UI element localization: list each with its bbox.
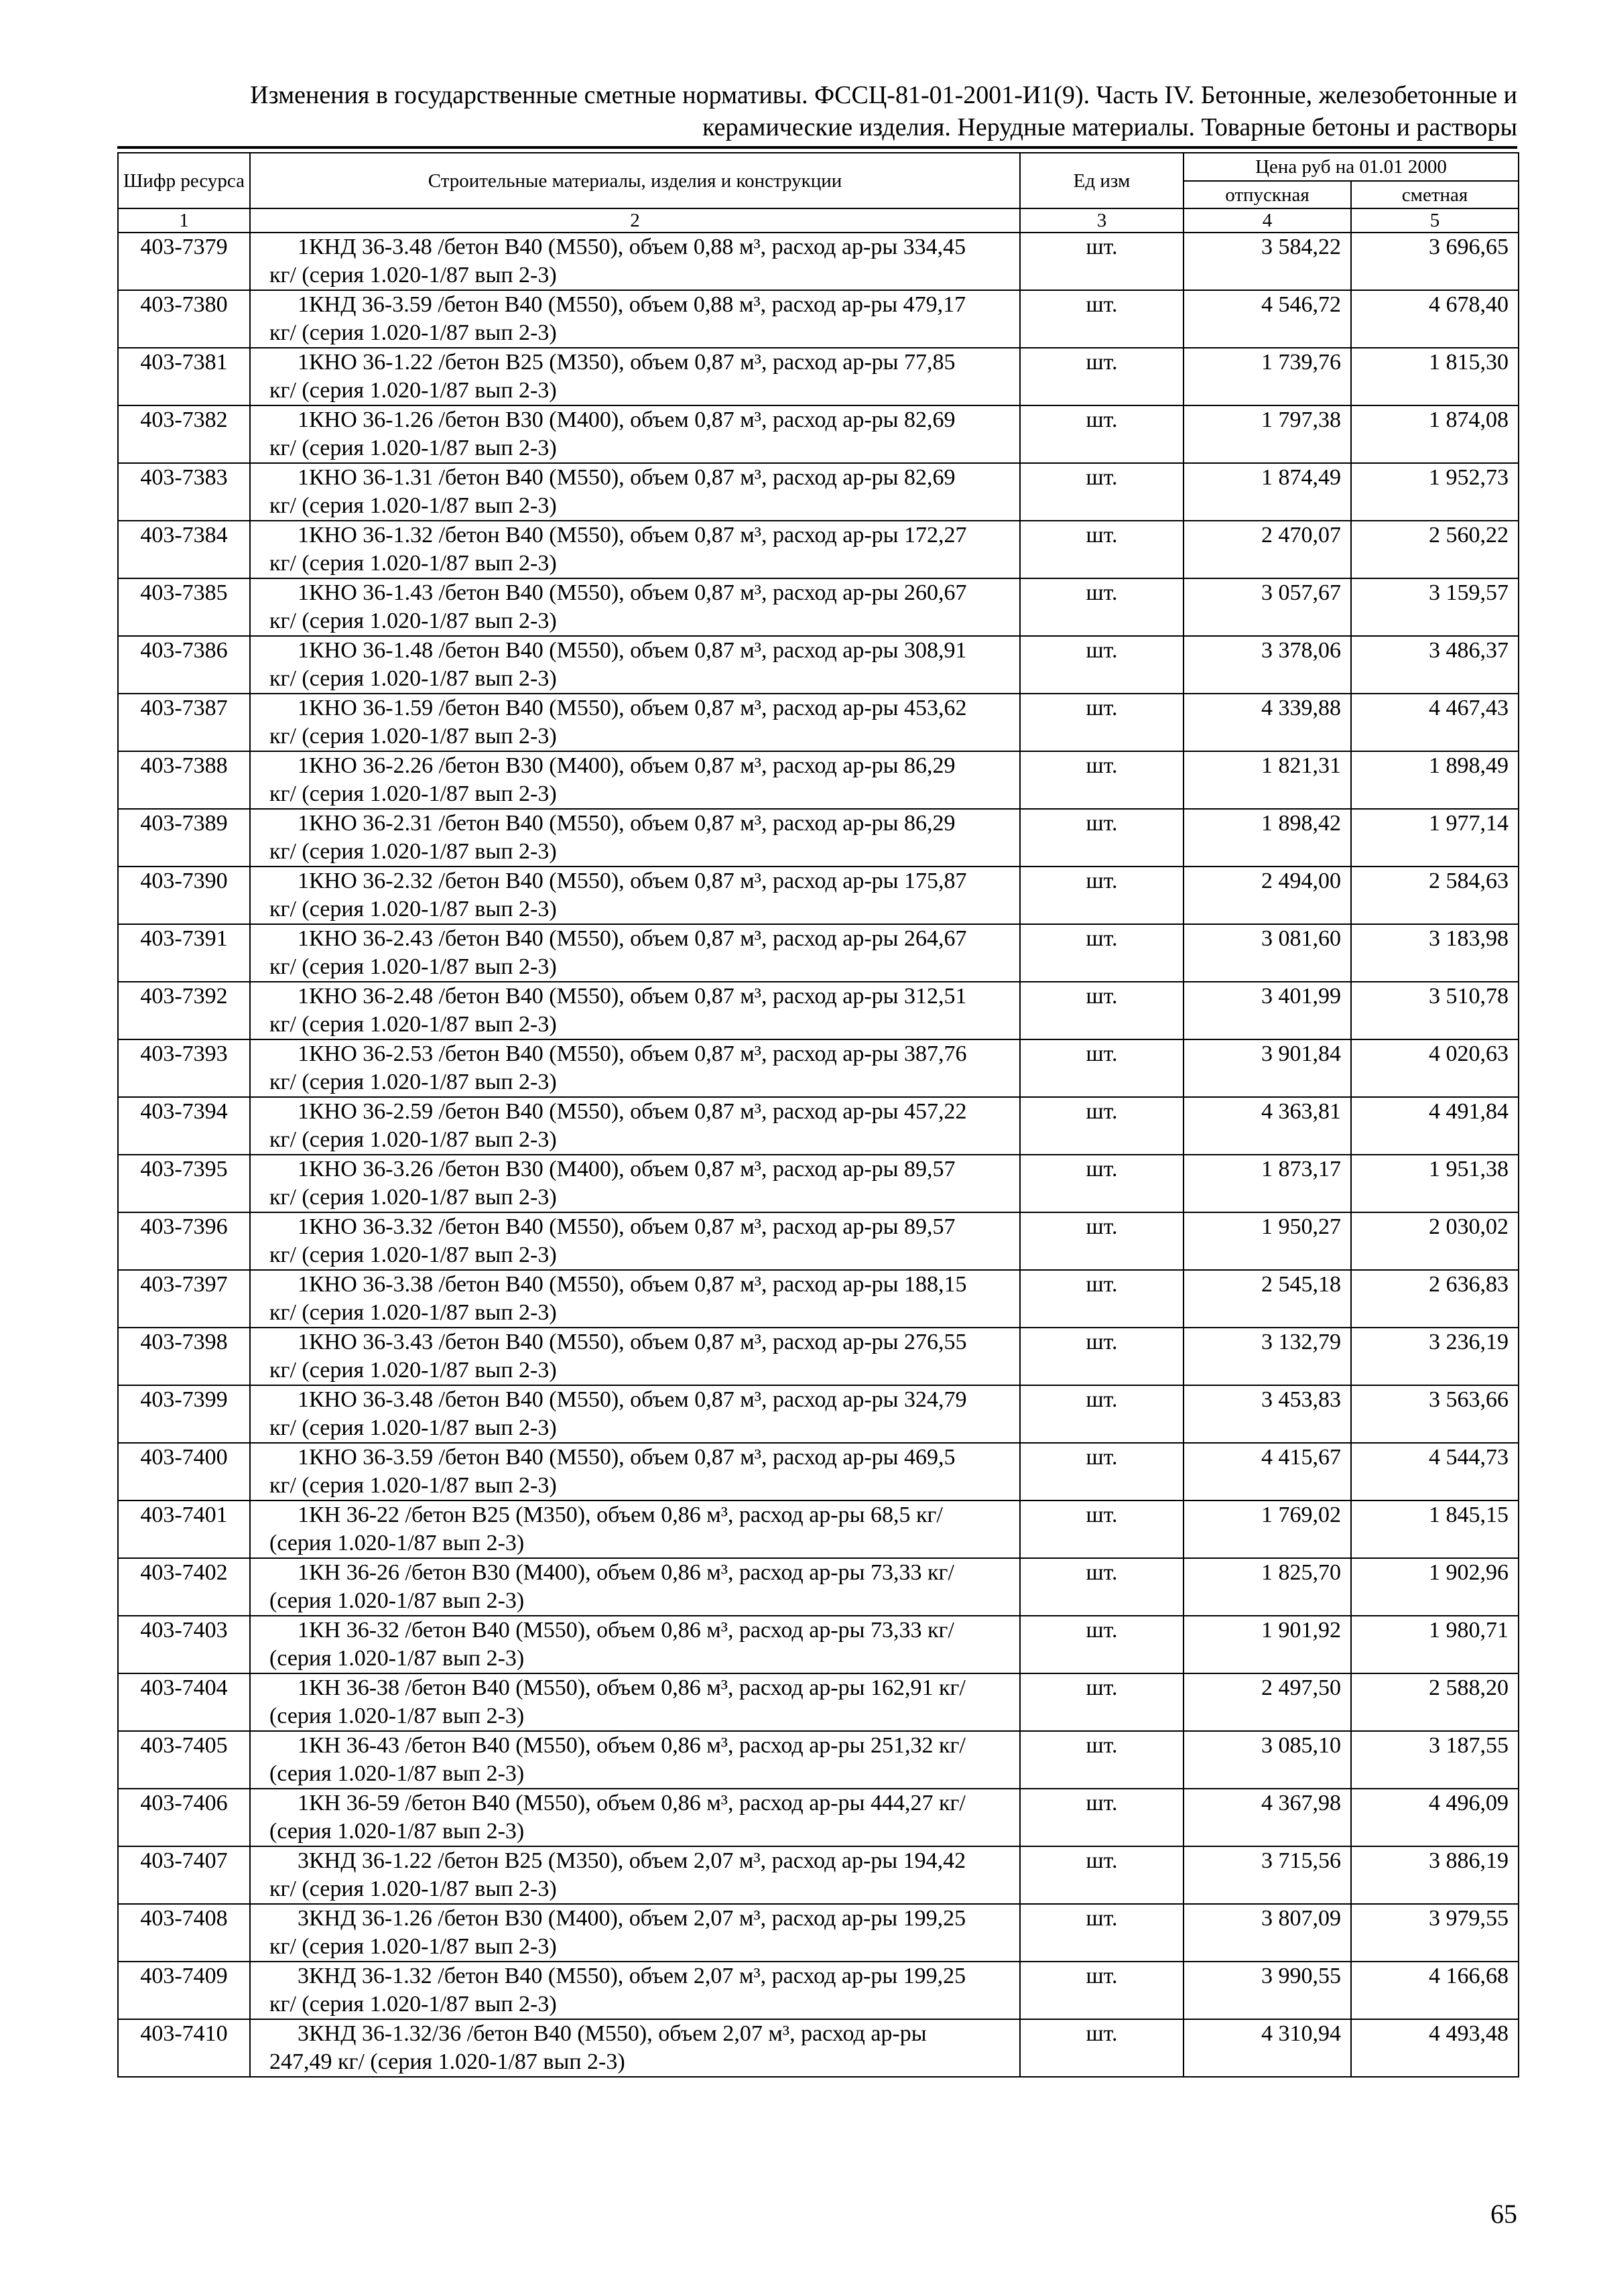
description-line-1: 1КНО 36-3.59 /бетон В40 (М550), объем 0,87 м³, расход ар-ры 469,5	[298, 1445, 956, 1470]
release-price: 3 990,55	[1184, 1962, 1351, 2019]
resource-code: 403-7389	[118, 809, 250, 867]
resource-description	[250, 1212, 1020, 1270]
resource-code: 403-7386	[118, 636, 250, 694]
estimate-price: 3 159,57	[1351, 578, 1519, 636]
release-price: 1 873,17	[1184, 1155, 1351, 1212]
release-price: 3 132,79	[1184, 1328, 1351, 1385]
resource-code: 403-7397	[118, 1270, 250, 1328]
estimate-price: 4 493,48	[1351, 2019, 1519, 2077]
description-line-2: кг/ (серия 1.020-1/87 вып 2-3)	[269, 1934, 557, 1959]
estimate-price: 4 496,09	[1351, 1789, 1519, 1846]
resource-code: 403-7406	[118, 1789, 250, 1846]
resource-description	[250, 463, 1020, 521]
release-price: 1 950,27	[1184, 1212, 1351, 1270]
col-header-code: Шифр ресурса	[118, 153, 250, 208]
description-line-2: кг/ (серия 1.020-1/87 вып 2-3)	[269, 1992, 557, 2017]
release-price: 1 769,02	[1184, 1501, 1351, 1558]
resource-description	[250, 405, 1020, 463]
estimate-price: 3 183,98	[1351, 924, 1519, 982]
description-line-2: кг/ (серия 1.020-1/87 вып 2-3)	[269, 1012, 557, 1037]
column-number: 2	[250, 208, 1020, 233]
release-price: 2 545,18	[1184, 1270, 1351, 1328]
estimate-price: 4 491,84	[1351, 1097, 1519, 1155]
resource-code: 403-7395	[118, 1155, 250, 1212]
header-rule	[117, 146, 1517, 149]
description-line-1: 1КН 36-32 /бетон В40 (М550), объем 0,86 м³, расход ар-ры 73,33 кг/	[298, 1618, 954, 1643]
table-row	[118, 1904, 1519, 1962]
description-line-1: 1КНО 36-1.43 /бетон В40 (М550), объем 0,87 м³, расход ар-ры 260,67	[298, 580, 967, 605]
estimate-price: 3 486,37	[1351, 636, 1519, 694]
description-line-2: кг/ (серия 1.020-1/87 вып 2-3)	[269, 781, 557, 806]
unit: шт.	[1020, 809, 1184, 867]
resource-description	[250, 521, 1020, 578]
release-price: 4 415,67	[1184, 1443, 1351, 1501]
table-body	[118, 233, 1519, 2077]
estimate-price: 1 874,08	[1351, 405, 1519, 463]
description-line-2: кг/ (серия 1.020-1/87 вып 2-3)	[269, 493, 557, 518]
resource-code: 403-7402	[118, 1558, 250, 1616]
description-line-2: (серия 1.020-1/87 вып 2-3)	[269, 1531, 525, 1555]
resource-description	[250, 1962, 1020, 2019]
table-row	[118, 1443, 1519, 1501]
description-line-2: кг/ (серия 1.020-1/87 вып 2-3)	[269, 1358, 557, 1383]
col-header-estimate-price: сметная	[1351, 181, 1519, 208]
table-row	[118, 1731, 1519, 1789]
estimate-price: 1 977,14	[1351, 809, 1519, 867]
table-row	[118, 348, 1519, 405]
resource-code: 403-7388	[118, 751, 250, 809]
column-number: 5	[1351, 208, 1519, 233]
resource-code: 403-7390	[118, 867, 250, 924]
resource-price-table	[117, 152, 1519, 2078]
unit: шт.	[1020, 1904, 1184, 1962]
unit: шт.	[1020, 405, 1184, 463]
resource-description	[250, 982, 1020, 1039]
estimate-price: 1 898,49	[1351, 751, 1519, 809]
resource-description	[250, 1558, 1020, 1616]
column-number: 3	[1020, 208, 1184, 233]
table-row	[118, 578, 1519, 636]
resource-code: 403-7393	[118, 1039, 250, 1097]
page-header	[117, 79, 1517, 143]
description-line-1: 1КНО 36-2.59 /бетон В40 (М550), объем 0,87 м³, расход ар-ры 457,22	[298, 1099, 967, 1124]
resource-code: 403-7396	[118, 1212, 250, 1270]
unit: шт.	[1020, 636, 1184, 694]
description-line-2: кг/ (серия 1.020-1/87 вып 2-3)	[269, 666, 557, 691]
release-price: 1 898,42	[1184, 809, 1351, 867]
resource-description	[250, 1616, 1020, 1673]
resource-code: 403-7392	[118, 982, 250, 1039]
table-row	[118, 1962, 1519, 2019]
unit: шт.	[1020, 1673, 1184, 1731]
estimate-price: 1 902,96	[1351, 1558, 1519, 1616]
description-line-1: 1КНО 36-3.43 /бетон В40 (М550), объем 0,87 м³, расход ар-ры 276,55	[298, 1330, 967, 1354]
unit: шт.	[1020, 290, 1184, 348]
estimate-price: 2 030,02	[1351, 1212, 1519, 1270]
resource-description	[250, 233, 1020, 290]
description-line-1: 1КН 36-59 /бетон В40 (М550), объем 0,86 м³, расход ар-ры 444,27 кг/	[298, 1791, 966, 1815]
resource-description	[250, 636, 1020, 694]
release-price: 3 453,83	[1184, 1385, 1351, 1443]
unit: шт.	[1020, 233, 1184, 290]
table-row	[118, 694, 1519, 751]
table-row	[118, 233, 1519, 290]
column-number: 4	[1184, 208, 1351, 233]
unit: шт.	[1020, 1962, 1184, 2019]
estimate-price: 1 845,15	[1351, 1501, 1519, 1558]
description-line-1: 1КНО 36-2.32 /бетон В40 (М550), объем 0,87 м³, расход ар-ры 175,87	[298, 869, 967, 893]
release-price: 1 825,70	[1184, 1558, 1351, 1616]
description-line-1: 1КНО 36-2.53 /бетон В40 (М550), объем 0,87 м³, расход ар-ры 387,76	[298, 1041, 967, 1066]
estimate-price: 2 588,20	[1351, 1673, 1519, 1731]
description-line-1: 1КН 36-26 /бетон В30 (М400), объем 0,86 м³, расход ар-ры 73,33 кг/	[298, 1560, 954, 1585]
table-row	[118, 751, 1519, 809]
resource-description	[250, 2019, 1020, 2077]
estimate-price: 1 951,38	[1351, 1155, 1519, 1212]
description-line-1: 1КНД 36-3.59 /бетон В40 (М550), объем 0,88 м³, расход ар-ры 479,17	[298, 292, 966, 317]
estimate-price: 3 886,19	[1351, 1846, 1519, 1904]
resource-code: 403-7410	[118, 2019, 250, 2077]
resource-code: 403-7399	[118, 1385, 250, 1443]
release-price: 4 363,81	[1184, 1097, 1351, 1155]
resource-description	[250, 867, 1020, 924]
release-price: 3 057,67	[1184, 578, 1351, 636]
estimate-price: 3 510,78	[1351, 982, 1519, 1039]
release-price: 2 497,50	[1184, 1673, 1351, 1731]
resource-code: 403-7387	[118, 694, 250, 751]
resource-description	[250, 1789, 1020, 1846]
unit: шт.	[1020, 1328, 1184, 1385]
resource-code: 403-7382	[118, 405, 250, 463]
resource-description	[250, 290, 1020, 348]
resource-description	[250, 1904, 1020, 1962]
table-row	[118, 1097, 1519, 1155]
unit: шт.	[1020, 1501, 1184, 1558]
resource-code: 403-7380	[118, 290, 250, 348]
description-line-2: (серия 1.020-1/87 вып 2-3)	[269, 1761, 525, 1786]
estimate-price: 1 980,71	[1351, 1616, 1519, 1673]
resource-code: 403-7385	[118, 578, 250, 636]
resource-description	[250, 924, 1020, 982]
description-line-1: 1КНО 36-2.48 /бетон В40 (М550), объем 0,87 м³, расход ар-ры 312,51	[298, 984, 967, 1009]
header-line-1: Изменения в государственные сметные нормативы. ФССЦ-81-01-2001-И1(9). Часть IV. Бетонные, железобетонные и	[250, 81, 1517, 109]
estimate-price: 4 020,63	[1351, 1039, 1519, 1097]
table-row	[118, 636, 1519, 694]
resource-code: 403-7394	[118, 1097, 250, 1155]
description-line-1: 3КНД 36-1.22 /бетон В25 (М350), объем 2,07 м³, расход ар-ры 194,42	[298, 1848, 966, 1873]
table-row	[118, 1558, 1519, 1616]
release-price: 4 310,94	[1184, 2019, 1351, 2077]
description-line-1: 1КНО 36-1.31 /бетон В40 (М550), объем 0,87 м³, расход ар-ры 82,69	[298, 465, 956, 490]
resource-code: 403-7400	[118, 1443, 250, 1501]
resource-code: 403-7379	[118, 233, 250, 290]
resource-description	[250, 1097, 1020, 1155]
unit: шт.	[1020, 1155, 1184, 1212]
unit: шт.	[1020, 1039, 1184, 1097]
table-row	[118, 924, 1519, 982]
col-header-release-price: отпускная	[1184, 181, 1351, 208]
page-number: 65	[1490, 2199, 1517, 2229]
description-line-2: кг/ (серия 1.020-1/87 вып 2-3)	[269, 1070, 557, 1094]
unit: шт.	[1020, 1385, 1184, 1443]
resource-code: 403-7384	[118, 521, 250, 578]
table-row	[118, 2019, 1519, 2077]
table-row	[118, 1328, 1519, 1385]
description-line-2: кг/ (серия 1.020-1/87 вып 2-3)	[269, 724, 557, 749]
description-line-2: кг/ (серия 1.020-1/87 вып 2-3)	[269, 436, 557, 460]
resource-code: 403-7391	[118, 924, 250, 982]
unit: шт.	[1020, 1731, 1184, 1789]
description-line-1: 1КНО 36-1.26 /бетон В30 (М400), объем 0,87 м³, расход ар-ры 82,69	[298, 407, 956, 432]
estimate-price: 3 187,55	[1351, 1731, 1519, 1789]
release-price: 4 546,72	[1184, 290, 1351, 348]
description-line-1: 1КНО 36-2.26 /бетон В30 (М400), объем 0,87 м³, расход ар-ры 86,29	[298, 753, 956, 778]
unit: шт.	[1020, 751, 1184, 809]
unit: шт.	[1020, 1789, 1184, 1846]
description-line-1: 1КН 36-43 /бетон В40 (М550), объем 0,86 м³, расход ар-ры 251,32 кг/	[298, 1733, 966, 1758]
table-row	[118, 521, 1519, 578]
table-row	[118, 290, 1519, 348]
resource-code: 403-7401	[118, 1501, 250, 1558]
description-line-1: 3КНД 36-1.32/36 /бетон В40 (М550), объем 2,07 м³, расход ар-ры	[298, 2021, 927, 2046]
table-row	[118, 867, 1519, 924]
unit: шт.	[1020, 1616, 1184, 1673]
release-price: 3 584,22	[1184, 233, 1351, 290]
description-line-2: кг/ (серия 1.020-1/87 вып 2-3)	[269, 263, 557, 288]
description-line-1: 1КНО 36-1.59 /бетон В40 (М550), объем 0,87 м³, расход ар-ры 453,62	[298, 696, 967, 720]
resource-code: 403-7409	[118, 1962, 250, 2019]
release-price: 1 901,92	[1184, 1616, 1351, 1673]
header-line-2: керамические изделия. Нерудные материалы. Товарные бетоны и растворы	[702, 113, 1517, 141]
table-row	[118, 1385, 1519, 1443]
estimate-price: 3 696,65	[1351, 233, 1519, 290]
resource-description	[250, 1846, 1020, 1904]
col-header-unit: Ед изм	[1020, 153, 1184, 208]
resource-description	[250, 1270, 1020, 1328]
release-price: 3 378,06	[1184, 636, 1351, 694]
unit: шт.	[1020, 924, 1184, 982]
resource-code: 403-7383	[118, 463, 250, 521]
description-line-2: кг/ (серия 1.020-1/87 вып 2-3)	[269, 1242, 557, 1267]
unit: шт.	[1020, 463, 1184, 521]
estimate-price: 1 815,30	[1351, 348, 1519, 405]
resource-description	[250, 348, 1020, 405]
description-line-2: кг/ (серия 1.020-1/87 вып 2-3)	[269, 1185, 557, 1210]
description-line-2: кг/ (серия 1.020-1/87 вып 2-3)	[269, 609, 557, 633]
unit: шт.	[1020, 1270, 1184, 1328]
description-line-2: (серия 1.020-1/87 вып 2-3)	[269, 1819, 525, 1844]
estimate-price: 4 166,68	[1351, 1962, 1519, 2019]
resource-code: 403-7405	[118, 1731, 250, 1789]
table-row	[118, 1789, 1519, 1846]
unit: шт.	[1020, 2019, 1184, 2077]
table-row	[118, 809, 1519, 867]
unit: шт.	[1020, 1097, 1184, 1155]
description-line-1: 1КНО 36-1.32 /бетон В40 (М550), объем 0,87 м³, расход ар-ры 172,27	[298, 523, 967, 548]
description-line-2: кг/ (серия 1.020-1/87 вып 2-3)	[269, 1876, 557, 1901]
description-line-1: 1КНД 36-3.48 /бетон В40 (М550), объем 0,88 м³, расход ар-ры 334,45	[298, 235, 966, 259]
table-row	[118, 463, 1519, 521]
col-header-description: Строительные материалы, изделия и конструкции	[250, 153, 1020, 208]
release-price: 3 807,09	[1184, 1904, 1351, 1962]
description-line-1: 1КНО 36-3.26 /бетон В30 (М400), объем 0,87 м³, расход ар-ры 89,57	[298, 1157, 956, 1182]
unit: шт.	[1020, 348, 1184, 405]
estimate-price: 3 236,19	[1351, 1328, 1519, 1385]
estimate-price: 2 560,22	[1351, 521, 1519, 578]
col-header-price-group: Цена руб на 01.01 2000	[1184, 153, 1519, 181]
description-line-2: кг/ (серия 1.020-1/87 вып 2-3)	[269, 378, 557, 403]
resource-description	[250, 1155, 1020, 1212]
release-price: 1 739,76	[1184, 348, 1351, 405]
resource-description	[250, 809, 1020, 867]
resource-description	[250, 1039, 1020, 1097]
column-number: 1	[118, 208, 250, 233]
release-price: 1 821,31	[1184, 751, 1351, 809]
release-price: 3 401,99	[1184, 982, 1351, 1039]
resource-description	[250, 1328, 1020, 1385]
release-price: 1 874,49	[1184, 463, 1351, 521]
table-row	[118, 1616, 1519, 1673]
resource-code: 403-7398	[118, 1328, 250, 1385]
resource-description	[250, 1673, 1020, 1731]
resource-code: 403-7408	[118, 1904, 250, 1962]
unit: шт.	[1020, 1443, 1184, 1501]
description-line-2: (серия 1.020-1/87 вып 2-3)	[269, 1588, 525, 1613]
release-price: 3 901,84	[1184, 1039, 1351, 1097]
description-line-2: (серия 1.020-1/87 вып 2-3)	[269, 1704, 525, 1728]
unit: шт.	[1020, 982, 1184, 1039]
release-price: 3 715,56	[1184, 1846, 1351, 1904]
resource-code: 403-7403	[118, 1616, 250, 1673]
unit: шт.	[1020, 521, 1184, 578]
estimate-price: 3 979,55	[1351, 1904, 1519, 1962]
release-price: 2 470,07	[1184, 521, 1351, 578]
column-number-row	[118, 208, 1519, 233]
estimate-price: 2 636,83	[1351, 1270, 1519, 1328]
description-line-2: 247,49 кг/ (серия 1.020-1/87 вып 2-3)	[269, 2049, 625, 2074]
description-line-1: 1КНО 36-2.31 /бетон В40 (М550), объем 0,87 м³, расход ар-ры 86,29	[298, 811, 956, 836]
resource-description	[250, 694, 1020, 751]
description-line-2: кг/ (серия 1.020-1/87 вып 2-3)	[269, 954, 557, 979]
unit: шт.	[1020, 694, 1184, 751]
unit: шт.	[1020, 1846, 1184, 1904]
unit: шт.	[1020, 867, 1184, 924]
estimate-price: 2 584,63	[1351, 867, 1519, 924]
description-line-2: кг/ (серия 1.020-1/87 вып 2-3)	[269, 551, 557, 576]
description-line-1: 1КНО 36-3.32 /бетон В40 (М550), объем 0,87 м³, расход ар-ры 89,57	[298, 1214, 956, 1239]
description-line-1: 1КНО 36-1.22 /бетон В25 (М350), объем 0,87 м³, расход ар-ры 77,85	[298, 350, 956, 375]
description-line-2: (серия 1.020-1/87 вып 2-3)	[269, 1646, 525, 1671]
description-line-2: кг/ (серия 1.020-1/87 вып 2-3)	[269, 1473, 557, 1498]
table-row	[118, 1501, 1519, 1558]
table-row	[118, 1212, 1519, 1270]
table-row	[118, 1673, 1519, 1731]
description-line-1: 1КНО 36-3.48 /бетон В40 (М550), объем 0,87 м³, расход ар-ры 324,79	[298, 1387, 967, 1412]
resource-code: 403-7404	[118, 1673, 250, 1731]
unit: шт.	[1020, 1212, 1184, 1270]
release-price: 1 797,38	[1184, 405, 1351, 463]
description-line-1: 1КН 36-38 /бетон В40 (М550), объем 0,86 м³, расход ар-ры 162,91 кг/	[298, 1675, 966, 1700]
description-line-2: кг/ (серия 1.020-1/87 вып 2-3)	[269, 1415, 557, 1440]
unit: шт.	[1020, 578, 1184, 636]
estimate-price: 4 678,40	[1351, 290, 1519, 348]
description-line-2: кг/ (серия 1.020-1/87 вып 2-3)	[269, 320, 557, 345]
description-line-1: 1КН 36-22 /бетон В25 (М350), объем 0,86 м³, расход ар-ры 68,5 кг/	[298, 1503, 943, 1527]
description-line-1: 3КНД 36-1.32 /бетон В40 (М550), объем 2,07 м³, расход ар-ры 199,25	[298, 1964, 966, 1988]
table-row	[118, 982, 1519, 1039]
unit: шт.	[1020, 1558, 1184, 1616]
resource-description	[250, 1443, 1020, 1501]
release-price: 2 494,00	[1184, 867, 1351, 924]
release-price: 4 339,88	[1184, 694, 1351, 751]
resource-description	[250, 1501, 1020, 1558]
description-line-2: кг/ (серия 1.020-1/87 вып 2-3)	[269, 1300, 557, 1325]
table-row	[118, 1039, 1519, 1097]
resource-description	[250, 578, 1020, 636]
resource-description	[250, 1731, 1020, 1789]
description-line-1: 1КНО 36-2.43 /бетон В40 (М550), объем 0,87 м³, расход ар-ры 264,67	[298, 926, 967, 951]
resource-code: 403-7407	[118, 1846, 250, 1904]
description-line-1: 1КНО 36-3.38 /бетон В40 (М550), объем 0,87 м³, расход ар-ры 188,15	[298, 1272, 967, 1297]
description-line-1: 1КНО 36-1.48 /бетон В40 (М550), объем 0,87 м³, расход ар-ры 308,91	[298, 638, 967, 663]
table-row	[118, 1270, 1519, 1328]
estimate-price: 1 952,73	[1351, 463, 1519, 521]
estimate-price: 4 467,43	[1351, 694, 1519, 751]
resource-description	[250, 751, 1020, 809]
resource-description	[250, 1385, 1020, 1443]
description-line-2: кг/ (серия 1.020-1/87 вып 2-3)	[269, 1127, 557, 1152]
description-line-2: кг/ (серия 1.020-1/87 вып 2-3)	[269, 839, 557, 864]
description-line-2: кг/ (серия 1.020-1/87 вып 2-3)	[269, 897, 557, 921]
release-price: 3 085,10	[1184, 1731, 1351, 1789]
resource-code: 403-7381	[118, 348, 250, 405]
table-row	[118, 1155, 1519, 1212]
table-row	[118, 1846, 1519, 1904]
release-price: 4 367,98	[1184, 1789, 1351, 1846]
table-row	[118, 405, 1519, 463]
estimate-price: 3 563,66	[1351, 1385, 1519, 1443]
description-line-1: 3КНД 36-1.26 /бетон В30 (М400), объем 2,07 м³, расход ар-ры 199,25	[298, 1906, 966, 1931]
estimate-price: 4 544,73	[1351, 1443, 1519, 1501]
release-price: 3 081,60	[1184, 924, 1351, 982]
